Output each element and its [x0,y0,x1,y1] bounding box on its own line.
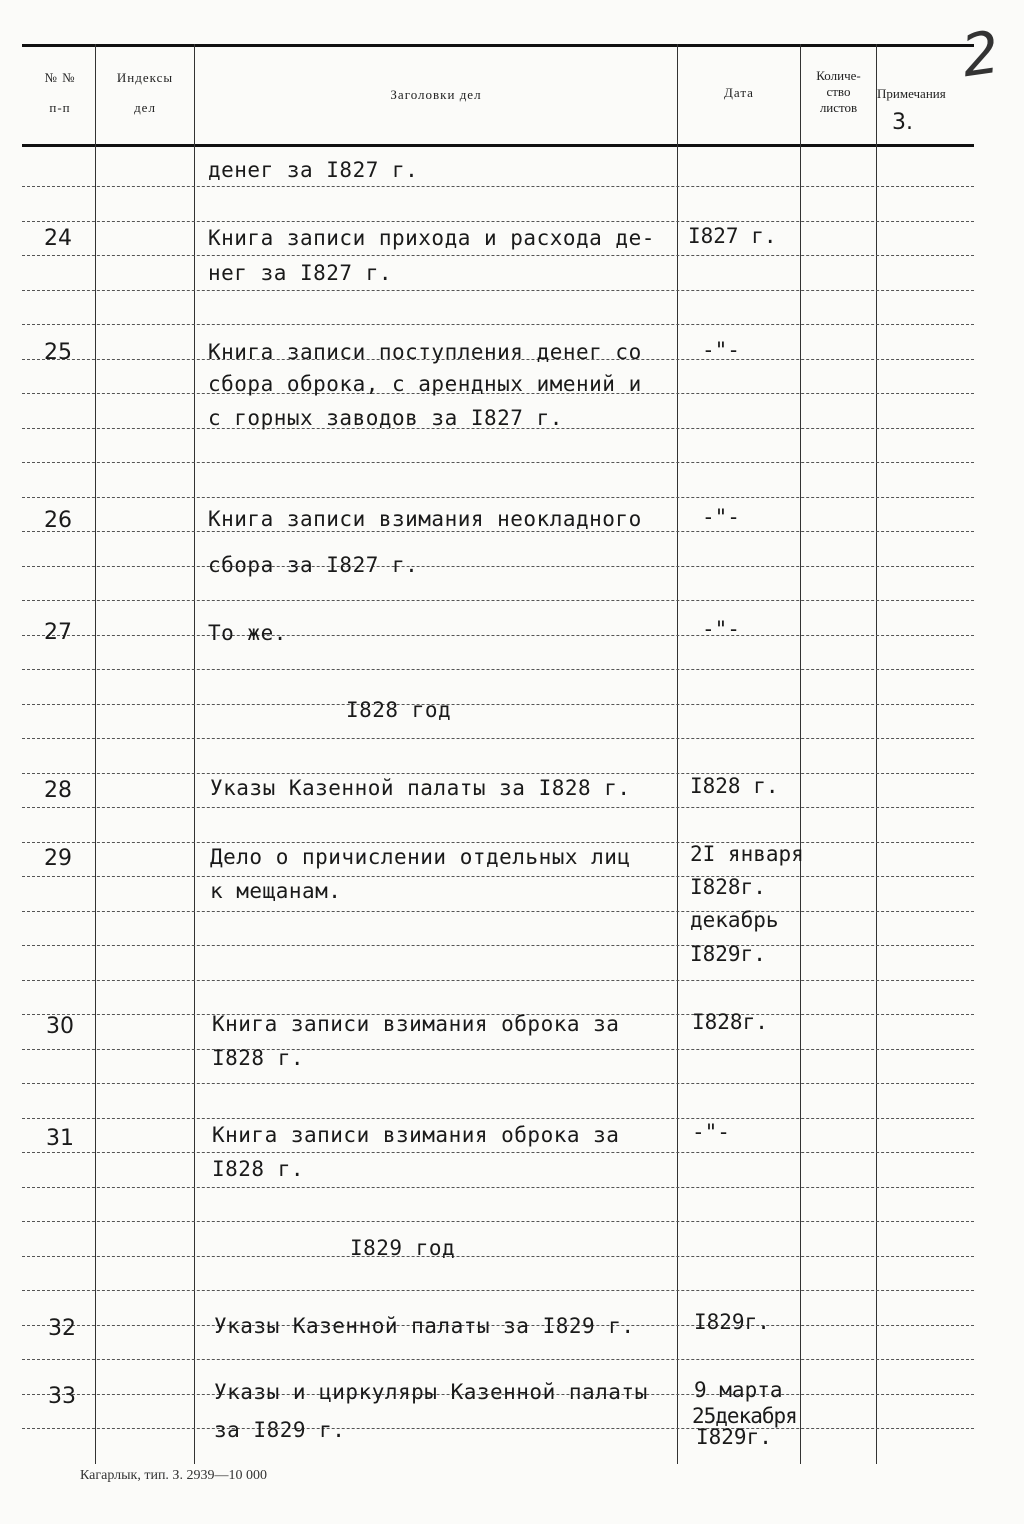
header-date-col: Дата [724,85,754,100]
row-rule [22,186,974,187]
row-rule [22,1428,974,1429]
column-divider-2 [194,44,195,1464]
entry-28-date: I828 г. [690,774,779,798]
printer-footer: Кагарлык, тип. З. 2939—10 000 [80,1468,267,1483]
row-rule [22,669,974,670]
row-rule [22,980,974,981]
row-rule [22,773,974,774]
entry-31-date: -"- [692,1120,730,1144]
entry-25-number: 25 [44,340,72,365]
entry-25-title-line1: Книга записи поступления денег со [208,340,642,364]
entry-25-title-line2: сбора оброка, с арендных имений и [208,372,642,396]
header-index-line1: Индексы [116,70,174,85]
row-rule [22,1152,974,1153]
entry-30-title-line2: I828 г. [212,1046,305,1070]
entry-24-date: I827 г. [688,224,777,248]
entry-27-date: -"- [702,617,740,641]
entry-29-date-line1: 2I января [690,842,804,866]
row-rule [22,531,974,532]
header-sheets-line3: листов [819,100,858,115]
entry-26-title-line1: Книга записи взимания неокладного [208,507,642,531]
entry-29-date-line2: I828г. [690,875,766,899]
entry-26-date: -"- [702,505,740,529]
entry-24-title-line2: нег за I827 г. [208,261,393,285]
row-rule [22,1187,974,1188]
entry-30-title-line1: Книга записи взимания оброка за [212,1012,620,1036]
row-rule [22,1221,974,1222]
row-rule [22,462,974,463]
entry-33-date-line3: I829г. [696,1425,772,1449]
header-title-col: Заголовки дел [390,87,482,102]
entry-24-title-line1: Книга записи прихода и расхода де- [208,226,655,250]
header-sheets-col [801,68,876,116]
entry-29-date-line4: I829г. [690,942,766,966]
row-rule [22,290,974,291]
row-rule [22,221,974,222]
entry-27-number: 27 [44,620,72,645]
row-rule [22,704,974,705]
entry-32-title-line1: Указы Казенной палаты за I829 г. [214,1314,635,1338]
entry-33-date-line2: 25декабря [692,1404,797,1428]
row-rule [22,1083,974,1084]
column-divider-5 [876,44,877,1464]
row-rule [22,1290,974,1291]
column-divider-1 [95,44,96,1464]
entry-25-title-line3: с горных заводов за I827 г. [208,406,563,430]
page-number: 2 [957,17,1004,91]
continuation-text: денег за I827 г. [208,158,419,182]
section-year-1829: I829 год [350,1236,456,1260]
entry-32-date: I829г. [694,1310,770,1334]
row-rule [22,255,974,256]
entry-29-date-line3: декабрь [690,908,779,932]
column-divider-4 [800,44,801,1464]
header-sheets-line2: ство [826,84,851,99]
row-rule [22,497,974,498]
header-number-col [26,70,94,116]
header-number-line2: п-п [49,100,71,115]
header-notes-mark: 3. [892,110,913,135]
row-rule [22,635,974,636]
row-rule [22,1118,974,1119]
entry-26-title-line2: сбора за I827 г. [208,553,419,577]
row-rule [22,945,974,946]
entry-24-number: 24 [44,226,72,251]
entry-29-title-line2: к мещанам. [210,879,342,903]
row-rule [22,911,974,912]
entry-30-date: I828г. [692,1010,768,1034]
row-rule [22,842,974,843]
header-notes-col: Примечания [877,86,946,101]
entry-29-title-line1: Дело о причислении отдельных лиц [210,845,631,869]
row-rule [22,324,974,325]
entry-28-title-line1: Указы Казенной палаты за I828 г. [210,776,631,800]
header-index-col [96,70,194,116]
header-bottom-rule [22,144,974,147]
entry-31-title-line2: I828 г. [212,1157,305,1181]
entry-31-title-line1: Книга записи взимания оброка за [212,1123,620,1147]
entry-33-title-line2: за I829 г. [214,1418,346,1442]
row-rule [22,1256,974,1257]
row-rule [22,566,974,567]
entry-27-title-line1: То же. [208,621,287,645]
entry-29-number: 29 [44,846,72,871]
entry-28-number: 28 [44,778,72,803]
row-rule [22,738,974,739]
entry-33-title-line1: Указы и циркуляры Казенной палаты [214,1380,648,1404]
row-rule [22,1359,974,1360]
row-rule [22,600,974,601]
entry-26-number: 26 [44,508,72,533]
row-rule [22,807,974,808]
entry-31-number: 31 [46,1126,74,1151]
header-top-rule [22,44,974,47]
section-year-1828: I828 год [346,698,452,722]
entry-33-date-line1: 9 марта [694,1378,783,1402]
entry-25-date: -"- [702,338,740,362]
header-sheets-line1: Количе- [816,68,861,83]
column-divider-3 [677,44,678,1464]
entry-33-number: 33 [48,1384,76,1409]
entry-30-number: 30 [46,1014,74,1039]
header-number-line1: № № [44,70,76,85]
entry-32-number: 32 [48,1316,76,1341]
row-rule [22,1049,974,1050]
row-rule [22,876,974,877]
header-index-line2: дел [134,100,156,115]
